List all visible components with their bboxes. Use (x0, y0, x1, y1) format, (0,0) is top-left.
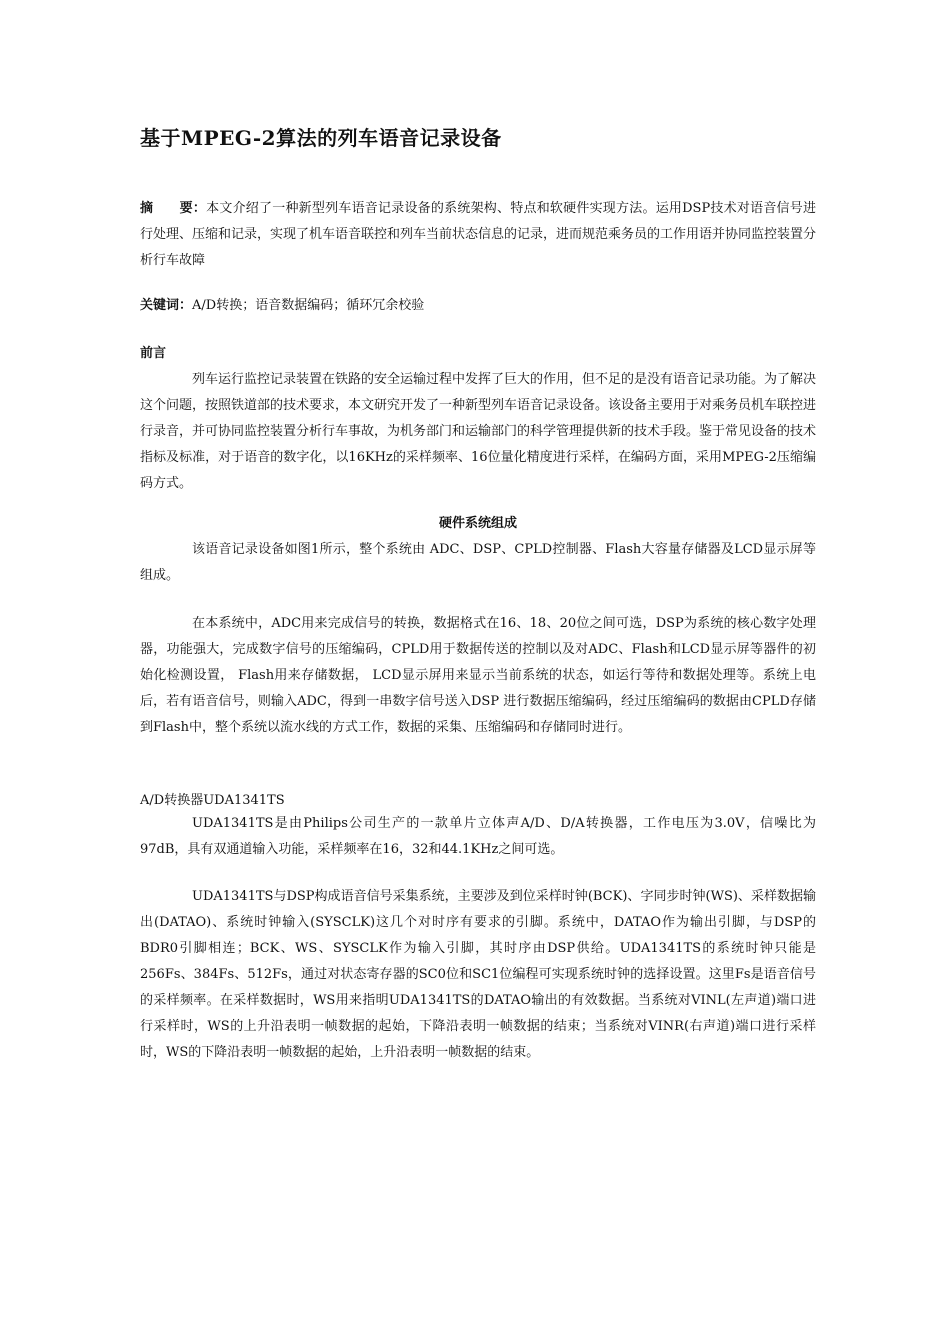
abstract-paragraph (140, 196, 816, 274)
hardware-paragraph-1: 该语音记录设备如图1所示，整个系统由 ADC、DSP、CPLD控制器、Flash大容量存储器及LCD显示屏等组成。 (140, 542, 816, 583)
keywords-label: 关键词： (140, 298, 193, 313)
hardware-heading: 硬件系统组成 (438, 516, 517, 531)
keywords-paragraph (140, 293, 816, 319)
preface-paragraph: 列车运行监控记录装置在铁路的安全运输过程中发挥了巨大的作用，但不足的是没有语音记录功能。为了解决这个问题，按照铁道部的技术要求，本文研究开发了一种新型列车语音记录设备。该设备主要用于对乘务员机车联控进行录音，并可协同监控装置分析行车事故，为机务部门和运输部门的科学管理提供新的技术手段。鉴于常见设备的技术指标及标准，对于语音的数字化，以16KHz的采样频率、16位量化精度进行采样，在编码方面，采用MPEG-2压缩编码方式。 (140, 372, 817, 491)
preface-heading: 前言 (140, 346, 167, 361)
abstract-label: 摘 要： (140, 201, 207, 216)
document-title: 基于MPEG-2算法的列车语音记录设备 (140, 126, 502, 150)
adc-heading: A/D转换器UDA1341TS (140, 793, 285, 808)
adc-paragraph-2: UDA1341TS与DSP构成语音信号采集系统，主要涉及到位采样时钟(BCK)、字同步时钟(WS)、采样数据输出(DATAO)、系统时钟输入(SYSCLK)这几个对时序有要求的引脚。系统中，DATAO作为输出引脚，与DSP的BDR0引脚相连；BCK、WS、SYSCLK作为输入引脚，其时序由DSP供给。UDA1341TS的系统时钟只能是256Fs、384Fs、512Fs，通过对状态寄存器的SC0位和SC1位编程可实现系统时钟的选择设置。这里Fs是语音信号的采样频率。在采样数据时，WS用来指明UDA1341TS的DATAO输出的有效数据。当系统对VINL(左声道)端口进行采样时，WS的上升沿表明一帧数据的起始，下降沿表明一帧数据的结束；当系统对VINR(右声道)端口进行采样时，WS的下降沿表明一帧数据的起始，上升沿表明一帧数据的结束。 (140, 889, 816, 1060)
keywords-text: A/D转换；语音数据编码；循环冗余校验 (192, 298, 425, 313)
abstract-text: 本文介绍了一种新型列车语音记录设备的系统架构、特点和软硬件实现方法。运用DSP技术对语音信号进行处理、压缩和记录，实现了机车语音联控和列车当前状态信息的记录，进而规范乘务员的工作用语并协同监控装置分析行车故障 (140, 201, 817, 268)
hardware-paragraph-2: 在本系统中，ADC用来完成信号的转换，数据格式在16、18、20位之间可选，DSP为系统的核心数字处理器，功能强大，完成数字信号的压缩编码，CPLD用于数据传送的控制以及对ADC、Flash和LCD显示屏等器件的初始化检测设置， Flash用来存储数据， LCD显示屏用来显示当前系统的状态，如运行等待和数据处理等。系统上电后，若有语音信号，则输入ADC，得到一串数字信号送入DSP 进行数据压缩编码，经过压缩编码的数据由CPLD存储到Flash中，整个系统以流水线的方式工作，数据的采集、压缩编码和存储同时进行。 (140, 616, 816, 735)
adc-paragraph-1: UDA1341TS是由Philips公司生产的一款单片立体声A/D、D/A转换器，工作电压为3.0V，信噪比为97dB，具有双通道输入功能，采样频率在16，32和44.1KHz之间可选。 (140, 816, 816, 857)
